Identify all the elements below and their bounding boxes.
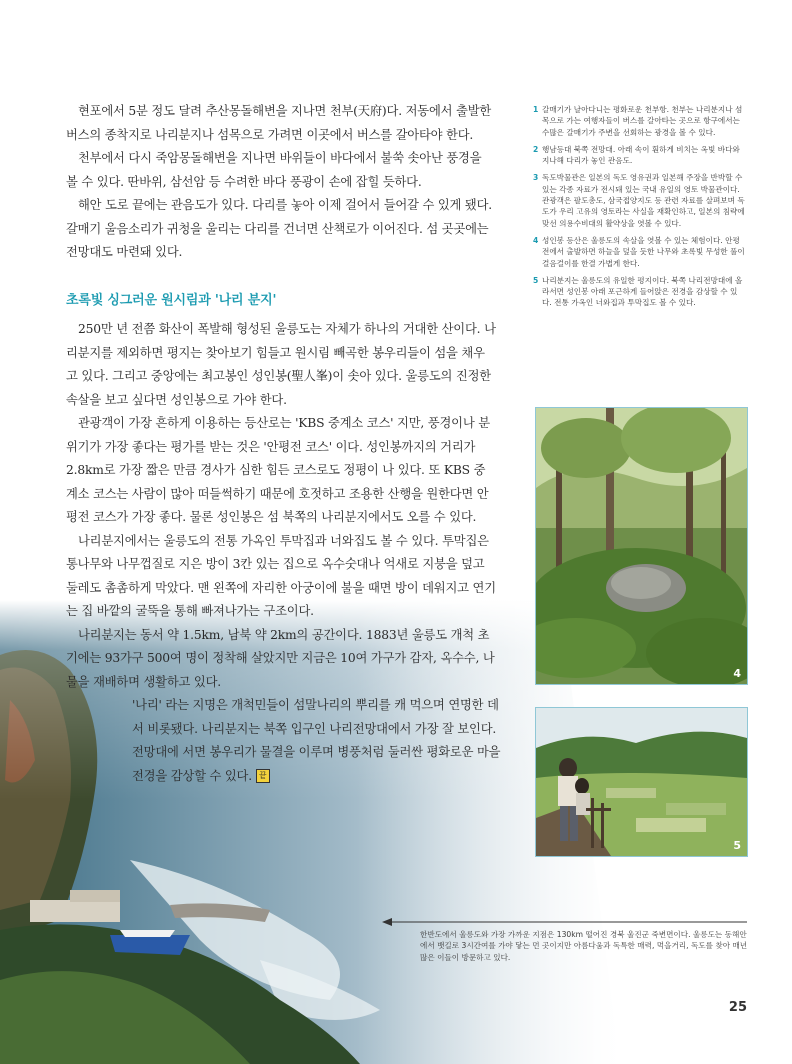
paragraph: 나리분지는 동서 약 1.5km, 남북 약 2km의 공간이다. 1883년 울릉도 개척 초기에는 93가구 500여 명이 정착해 살았지만 지금은 10여 가구가 감자, 옥수수, 나물을 재배하며 생활하고 있다. xyxy=(66,627,495,689)
photo-number: 4 xyxy=(733,667,741,680)
paragraph: 해안 도로 끝에는 관음도가 있다. 다리를 놓아 이제 걸어서 들어갈 수 있게 됐다. 갈매기 울음소리가 귀청을 울리는 다리를 건너면 산책로가 이어진다. 섬 곳곳에는 전망대도 마련돼 있다. xyxy=(66,198,492,259)
valley-photo xyxy=(535,707,748,857)
note-item xyxy=(533,275,747,309)
paragraph-last xyxy=(132,694,502,788)
section-heading: 초록빛 싱그러운 원시림과 '나리 분지' xyxy=(66,292,277,308)
note-number: 1 xyxy=(533,105,539,114)
end-mark-icon: 끝 xyxy=(256,769,270,783)
forest-photo xyxy=(535,407,748,685)
note-number: 5 xyxy=(533,275,539,285)
paragraph-text: '나리' 라는 지명은 개척민들이 섬말나리의 뿌리를 캐 먹으며 연명한 데서 비롯됐다. 나리분지는 북쪽 입구인 나리전망대에서 가장 잘 보인다. 전망대에 서면 봉우리가 물결을 이루며 병풍처럼 둘러싼 평화로운 마을 전경을 감상할 수 있다. xyxy=(132,698,501,783)
note-text: 행남등대 북쪽 전망대. 아래 속이 훤하게 비치는 옥빛 바다와 지나해 다리가 놓인 관음도. xyxy=(542,144,740,166)
note-number: 2 xyxy=(533,144,539,154)
note-number: 4 xyxy=(533,235,539,245)
main-article xyxy=(66,100,501,788)
note-item xyxy=(533,235,747,269)
paragraph: 현포에서 5분 정도 달려 추산몽돌해변을 지나면 천부(天府)다. 저동에서 출발한 버스의 종착지로 나리분지나 섬목으로 가려면 이곳에서 버스를 갈아타야 한다. xyxy=(66,104,492,142)
note-item xyxy=(533,144,747,167)
note-text: 나리분지는 울릉도의 유일한 평지이다. 북쪽 나리전망대에 올라서면 성인봉 아래 포근하게 들어앉은 전경을 감상할 수 있다. 전통 가옥인 너와집과 투막집도 볼 수 있다. xyxy=(542,275,743,308)
note-text: 갈매기가 날아다니는 평화로운 천부항. 천부는 나리분지나 섬목으로 가는 여행자들이 버스를 갈아타는 곳으로 항구에서는 수많은 갈매기가 주변을 선회하는 광경을 볼 수 있다. xyxy=(542,105,743,137)
page-number: 25 xyxy=(728,1000,747,1015)
valley-image xyxy=(536,708,747,856)
photo-number: 5 xyxy=(733,839,741,852)
forest-image xyxy=(536,408,747,684)
photo-notes xyxy=(533,104,747,315)
paragraph: 나리분지에서는 울릉도의 전통 가옥인 투막집과 너와집도 볼 수 있다. 투막집은 통나무와 나무껍질로 지은 방이 3칸 있는 집으로 옥수숫대나 억새로 지붕을 덮고 둘레도 촘촘하게 막았다. 맨 왼쪽에 자리한 아궁이에 불을 때면 방이 데워지고 연기는 집 바깥의 굴뚝을 통해 빠져나가는 구조이다. xyxy=(66,533,496,618)
paragraph: 관광객이 가장 흔하게 이용하는 등산로는 'KBS 중계소 코스' 지만, 풍경이나 분위기가 가장 좋다는 평가를 받는 것은 '안평전 코스' 이다. 성인봉까지의 거리가 2.8km로 가장 짧은 만큼 경사가 심한 힘든 코스로도 정평이 나 있다. 또 KBS 중계소 코스는 사람이 많아 떠들썩하기 때문에 호젓하고 조용한 산행을 원한다면 안평전 코스가 가장 좋다. 물론 성인봉은 섬 북쪽의 나리분지에서도 오를 수 있다. xyxy=(66,416,490,524)
caption-arrow-icon xyxy=(382,916,747,928)
photo-caption: 한반도에서 울릉도와 가장 가까운 지점은 130km 떨어진 경북 울진군 죽변면이다. 울릉도는 동해안에서 뱃길로 3시간여를 가야 닿는 먼 곳이지만 아름다움과 독특한 매력, 먹을거리, 독도를 찾아 매년 많은 이들이 방문하고 있다. xyxy=(420,930,748,962)
paragraph: 천부에서 다시 죽암몽돌해변을 지나면 바위들이 바다에서 불쑥 솟아난 풍경을 볼 수 있다. 딴바위, 삼선암 등 수려한 바다 풍광이 손에 잡힐 듯하다. xyxy=(66,151,482,189)
note-text: 독도박물관은 일본의 독도 영유권과 일본해 주장을 반박할 수 있는 각종 자료가 전시돼 있는 국내 유일의 영토 박물관이다. 관광객은 팔도총도, 삼국접양지도 등 관련 자료를 살펴보며 독도가 우리 고유의 영토라는 사실을 재확인하고, 일본의 침략에 맞선 의용수비대의 활약상을 엿볼 수 있다. xyxy=(542,173,745,228)
note-item xyxy=(533,104,747,138)
note-text: 성인봉 등산은 울릉도의 속살을 엿볼 수 있는 체험이다. 안평전에서 출발하면 하늘을 덮을 듯한 나무와 초록빛 무성한 풀이 걸음걸이를 한결 가볍게 한다. xyxy=(542,235,745,268)
note-item xyxy=(533,172,747,228)
note-number: 3 xyxy=(533,173,539,183)
paragraph: 250만 년 전쯤 화산이 폭발해 형성된 울릉도는 자체가 하나의 거대한 산이다. 나리분지를 제외하면 평지는 찾아보기 힘들고 원시림 빼곡한 봉우리들이 섬을 채우고 있다. 그리고 중앙에는 최고봉인 성인봉(聖人峯)이 솟아 있다. 울릉도의 진정한 속살을 보고 싶다면 성인봉으로 가야 한다. xyxy=(66,322,496,407)
